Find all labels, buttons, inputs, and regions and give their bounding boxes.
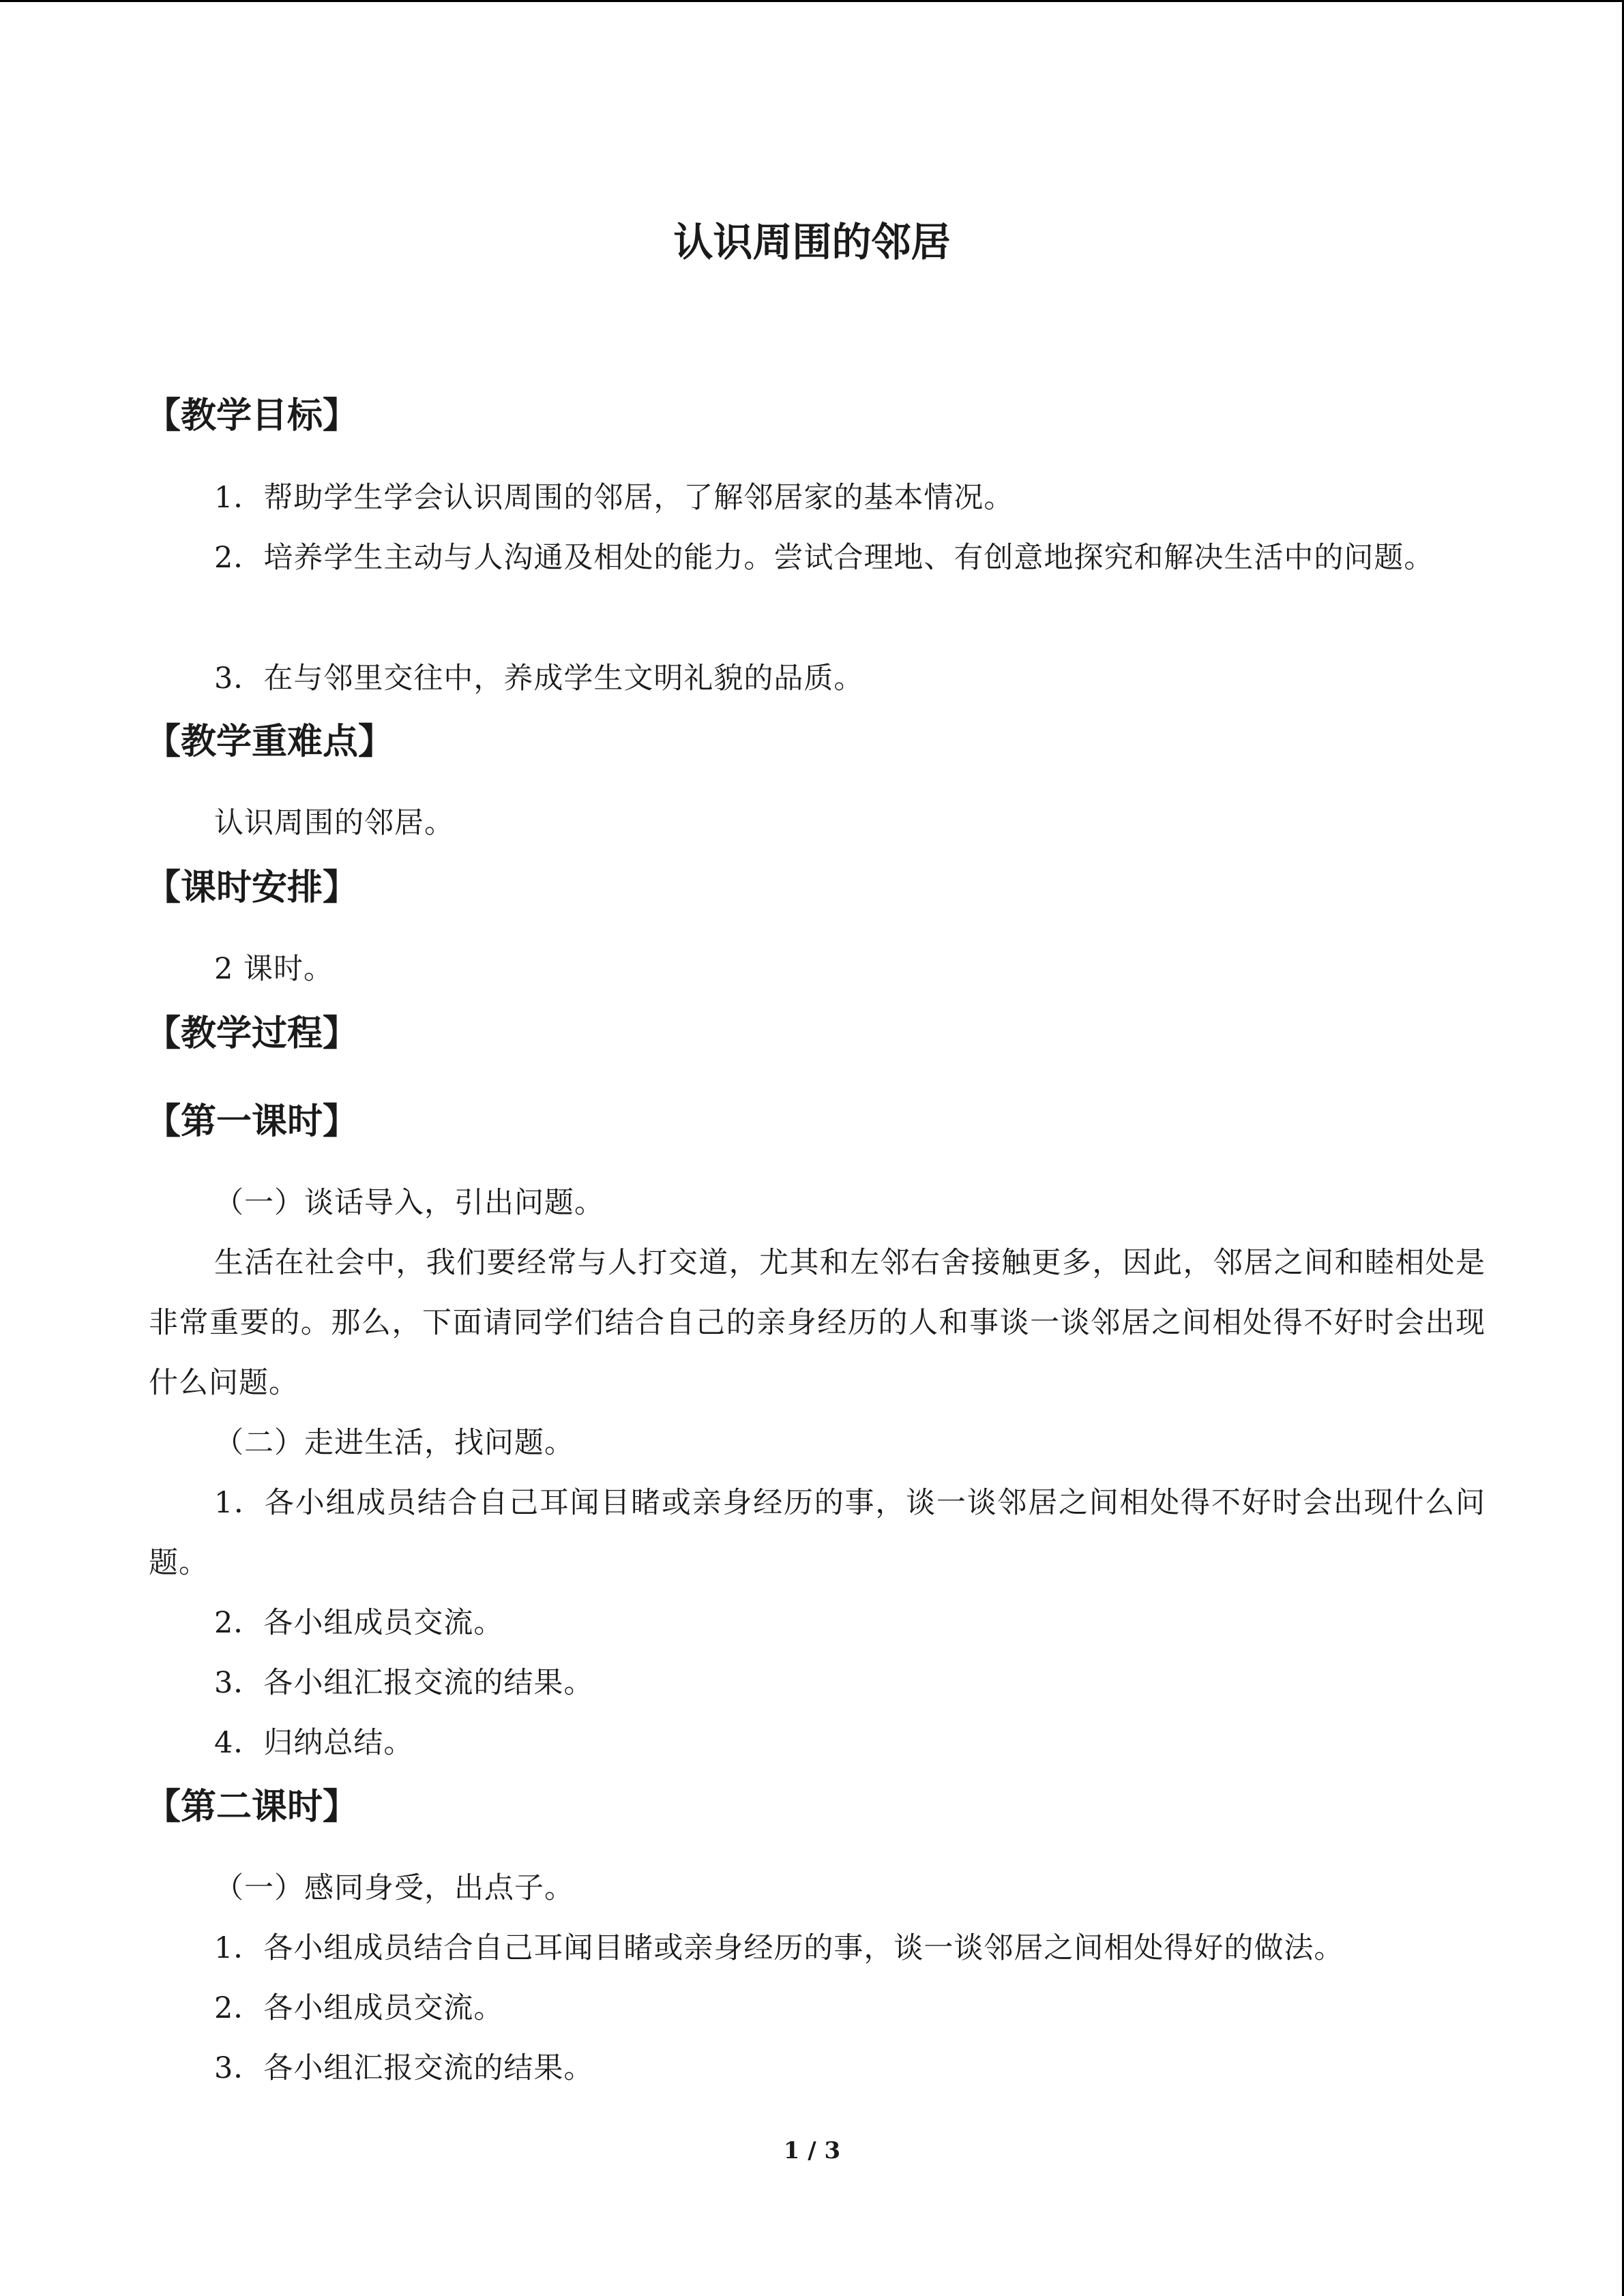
lesson2-paragraph-3: 2．各小组成员交流。 [214, 1991, 504, 2025]
document-title: 认识周围的邻居 [673, 219, 951, 265]
lesson2-paragraph-4: 3．各小组汇报交流的结果。 [214, 2051, 594, 2085]
lesson1-paragraph-2: 生活在社会中，我们要经常与人打交道，尤其和左邻右舍接触更多，因此，邻居之间和睦相处是非常重要的。那么，下面请同学们结合自己的亲身经历的人和事谈一谈邻居之间相处得不好时会出现什么问题。 [149, 1246, 1486, 1400]
lesson1-paragraph-5: 2．各小组成员交流。 [214, 1606, 504, 1640]
goal-item-2: 2．培养学生主动与人沟通及相处的能力。尝试合理地、有创意地探究和解决生活中的问题。 [214, 541, 1434, 575]
lesson1-paragraph-1: （一）谈话导入，引出问题。 [214, 1186, 604, 1220]
lesson1-paragraph-7: 4．归纳总结。 [214, 1726, 414, 1760]
heading-lesson-1: 【第一课时】 [145, 1101, 359, 1142]
heading-key-points: 【教学重难点】 [145, 721, 394, 762]
lesson1-paragraph-6: 3．各小组汇报交流的结果。 [214, 1666, 594, 1700]
page-number: 1 / 3 [783, 2137, 841, 2164]
lesson2-paragraph-1: （一）感同身受，出点子。 [214, 1871, 574, 1905]
schedule-text: 2 课时。 [214, 952, 334, 986]
heading-teaching-goals: 【教学目标】 [145, 396, 359, 436]
lesson2-paragraph-2: 1．各小组成员结合自己耳闻目睹或亲身经历的事，谈一谈邻居之间相处得好的做法。 [214, 1931, 1344, 1965]
lesson1-paragraph-3: （二）走进生活，找问题。 [214, 1426, 574, 1460]
goal-item-3: 3．在与邻里交往中，养成学生文明礼貌的品质。 [214, 661, 864, 696]
lesson1-paragraph-4: 1．各小组成员结合自己耳闻目睹或亲身经历的事，谈一谈邻居之间相处得不好时会出现什么问题。 [149, 1486, 1486, 1580]
heading-schedule: 【课时安排】 [145, 867, 359, 908]
heading-lesson-2: 【第二课时】 [145, 1787, 359, 1828]
key-points-text: 认识周围的邻居。 [214, 806, 454, 840]
heading-teaching-process: 【教学过程】 [145, 1013, 359, 1054]
goal-item-1: 1．帮助学生学会认识周围的邻居，了解邻居家的基本情况。 [214, 481, 1014, 515]
